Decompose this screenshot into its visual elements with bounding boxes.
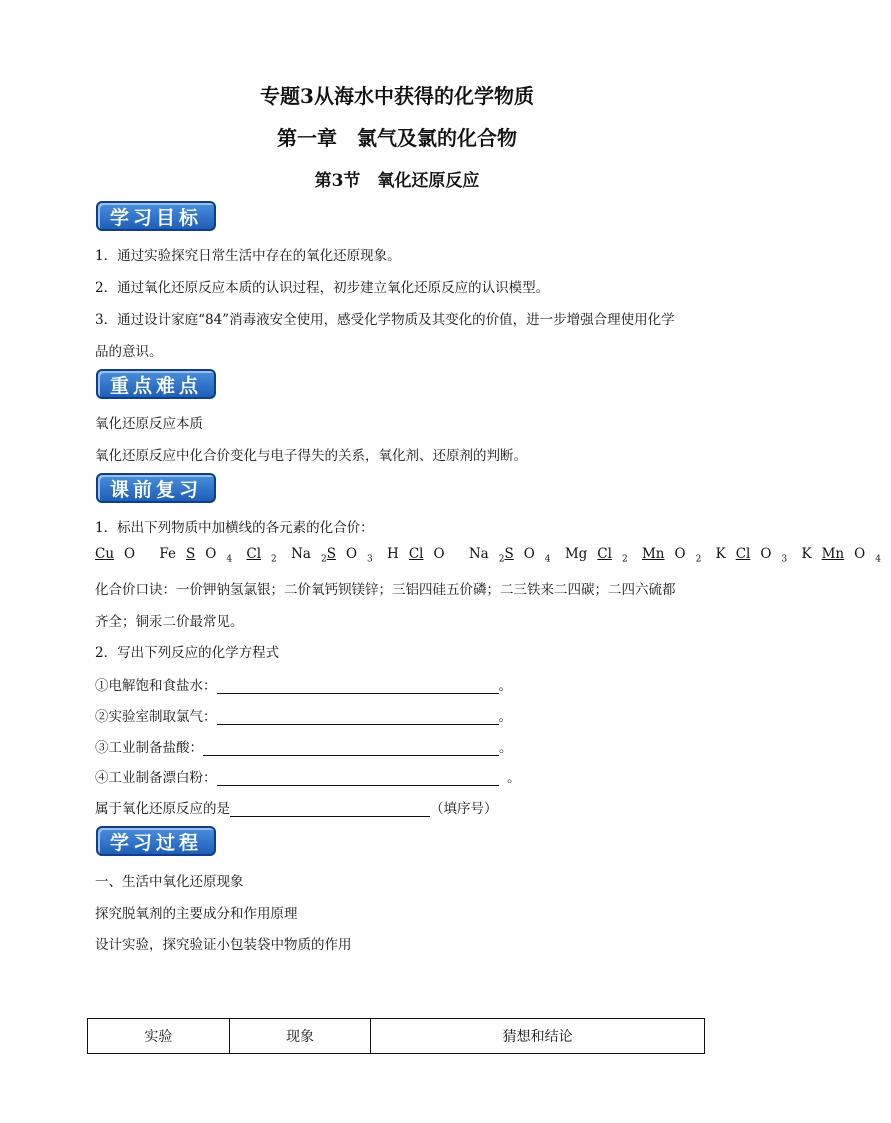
review-question-1: 1．标出下列物质中加横线的各元素的化合价： — [95, 520, 374, 536]
process-heading: 一、生活中氧化还原现象 — [95, 874, 244, 890]
badge-process: 学习过程 — [96, 826, 216, 856]
table-header-row — [88, 1019, 705, 1054]
goal-item-1: 1．通过实验探究日常生活中存在的氧化还原现象。 — [95, 248, 401, 264]
goal-item-2: 2．通过氧化还原反应本质的认识过程，初步建立氧化还原反应的认识模型。 — [95, 280, 550, 296]
key-point-2: 氧化还原反应中化合价变化与电子得失的关系，氧化剂、还原剂的判断。 — [95, 448, 527, 464]
equation-2: ②实验室制取氯气： 。 — [95, 709, 512, 725]
answer-blank-1[interactable] — [217, 679, 499, 694]
table-header-cell: 猜想和结论 — [371, 1019, 705, 1054]
formula-mno2: Mn O $_2$ — [641, 546, 702, 565]
formula-kclo3: K Cl O $_3$ — [715, 546, 788, 565]
equation-3: ③工业制备盐酸： 。 — [95, 740, 513, 756]
key-point-1: 氧化还原反应本质 — [95, 416, 203, 432]
formula-cl2: Cl $_2$ — [246, 546, 277, 565]
formula-na2so4: Na $_2$S O $_4$ — [468, 546, 551, 565]
badge-key-points: 重点难点 — [96, 369, 216, 399]
answer-blank-3[interactable] — [203, 741, 499, 756]
table-header-cell: 实验 — [88, 1019, 230, 1054]
badge-review: 课前复习 — [96, 473, 216, 503]
goal-item-3-cont: 品的意识。 — [95, 344, 163, 360]
table-header-cell: 现象 — [229, 1019, 371, 1054]
chapter-title: 第一章 氯气及氯的化合物 — [277, 126, 517, 150]
process-line-2: 设计实验，探究验证小包装袋中物质的作用 — [95, 937, 352, 953]
formula-feso4: Fe S O $_4$ — [159, 546, 233, 565]
mnemonic-line-1: 化合价口诀：一价钾钠氢氯银；二价氧钙钡镁锌；三铝四硅五价磷；二三铁来二四碳；二四六硫都 — [95, 582, 676, 598]
page-title: 专题3从海水中获得的化学物质 — [260, 84, 534, 108]
mnemonic-line-2: 齐全；铜汞二价最常见。 — [95, 614, 244, 630]
process-line-1: 探究脱氧剂的主要成分和作用原理 — [95, 906, 298, 922]
formula-na2so3: Na $_2$S O $_3$ — [291, 546, 373, 565]
badge-goals: 学习目标 — [96, 201, 216, 231]
equation-4: ④工业制备漂白粉： 。 — [95, 770, 521, 786]
experiment-table — [87, 1018, 705, 1054]
formula-mgcl2: Mg Cl $_2$ — [564, 546, 628, 565]
equation-1: ①电解饱和食盐水： 。 — [95, 678, 512, 694]
redox-question: 属于氧化还原反应的是 （填序号） — [95, 801, 498, 817]
formula-kmno4: K Mn O $_4$ — [801, 546, 881, 565]
answer-blank-4[interactable] — [217, 771, 499, 786]
goal-item-3: 3．通过设计家庭“84”消毒液安全使用，感受化学物质及其变化的价值，进一步增强合理使用化学 — [95, 312, 675, 328]
formula-cuo: Cu O — [95, 546, 136, 562]
answer-blank-2[interactable] — [217, 710, 499, 725]
formula-hclo: H Cl O — [387, 546, 445, 562]
chem-formula-list — [95, 546, 891, 565]
section-title: 第3节 氧化还原反应 — [314, 171, 480, 191]
review-question-2: 2．写出下列反应的化学方程式 — [95, 645, 280, 661]
answer-blank-redox[interactable] — [230, 802, 430, 817]
